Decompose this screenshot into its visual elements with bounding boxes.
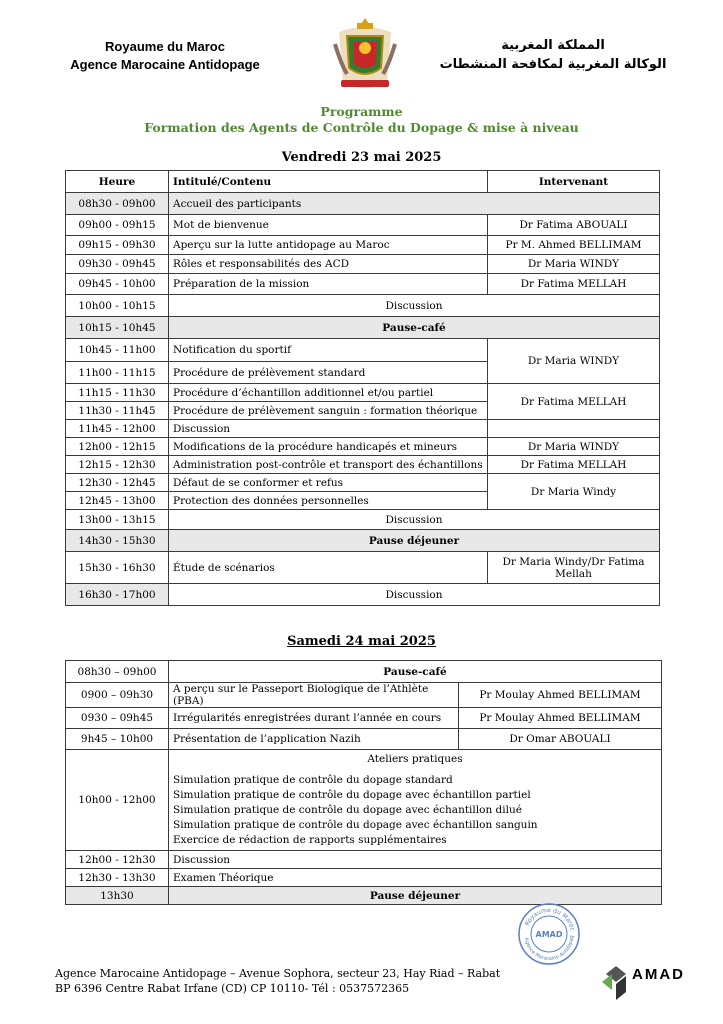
row-time: 08h30 – 09h00: [66, 661, 169, 683]
footer-line2: BP 6396 Centre Rabat Irfane (CD) CP 10110- Tél : 0537572365: [55, 982, 410, 995]
row-time: 09h00 - 09h15: [66, 215, 169, 236]
header-left: [55, 38, 275, 74]
header-content: Intitulé/Contenu: [169, 171, 488, 193]
row-time: 11h15 - 11h30: [66, 384, 169, 402]
row-content: Discussion: [169, 295, 660, 317]
royal-emblem-icon: [331, 14, 399, 94]
table-row: [66, 869, 662, 887]
row-time: 12h45 - 13h00: [66, 492, 169, 510]
row-speaker: Dr Maria WINDY: [488, 255, 660, 274]
table-row: [66, 236, 660, 255]
row-speaker: Dr Maria Windy: [488, 474, 660, 510]
row-time: 11h30 - 11h45: [66, 402, 169, 420]
table-row: [66, 474, 660, 492]
programme-label: Programme: [320, 104, 403, 119]
day1-schedule-table: [65, 170, 660, 606]
table-row: [66, 708, 662, 729]
table-row: [66, 420, 660, 438]
row-content: Pause-café: [169, 317, 660, 339]
day2-schedule-table: [65, 660, 662, 905]
row-time: 12h30 - 12h45: [66, 474, 169, 492]
stamp-center-text: AMAD: [535, 930, 563, 939]
row-content: Pause-café: [169, 661, 662, 683]
row-content: A perçu sur le Passeport Biologique de l’Athlète (PBA): [169, 683, 459, 708]
table-row: [66, 683, 662, 708]
row-speaker: Dr Omar ABOUALI: [459, 729, 662, 750]
row-content: Irrégularités enregistrées durant l’année en cours: [169, 708, 459, 729]
table-row: [66, 438, 660, 456]
table-row: [66, 851, 662, 869]
row-time: 12h30 - 13h30: [66, 869, 169, 887]
row-time: 12h00 - 12h15: [66, 438, 169, 456]
agency-name-fr: Agence Marocaine Antidopage: [70, 57, 260, 72]
row-time: 10h45 - 11h00: [66, 339, 169, 362]
table-row: [66, 255, 660, 274]
row-speaker: Dr Fatima ABOUALI: [488, 215, 660, 236]
row-time: 10h15 - 10h45: [66, 317, 169, 339]
row-speaker: Dr Fatima MELLAH: [488, 456, 660, 474]
day1-title: Vendredi 23 mai 2025: [281, 150, 442, 165]
workshop-item: Simulation pratique de contrôle du dopage avec échantillon sanguin: [173, 819, 538, 831]
stamp-bottom-text: Agence Marocaine Antidopag: [523, 935, 576, 963]
row-time: 09h15 - 09h30: [66, 236, 169, 255]
amad-logo-text: AMAD: [632, 966, 685, 983]
row-content: Discussion: [169, 584, 660, 606]
table-row: [66, 384, 660, 402]
table-row: [66, 456, 660, 474]
workshop-item: Simulation pratique de contrôle du dopage standard: [173, 774, 453, 786]
row-speaker: Dr Maria Windy/Dr Fatima Mellah: [488, 552, 660, 584]
table-row: [66, 661, 662, 683]
row-time: 09h45 - 10h00: [66, 274, 169, 295]
programme-subtitle: Formation des Agents de Contrôle du Dopage & mise à niveau: [144, 120, 579, 135]
header-speaker: Intervenant: [488, 171, 660, 193]
row-time: 9h45 – 10h00: [66, 729, 169, 750]
row-content: Procédure de prélèvement sanguin : formation théorique: [169, 402, 488, 420]
row-speaker: Pr M. Ahmed BELLIMAM: [488, 236, 660, 255]
row-time: 10h00 - 10h15: [66, 295, 169, 317]
row-content: Protection des données personnelles: [169, 492, 488, 510]
table-row: [66, 193, 660, 215]
header-right: [433, 36, 673, 74]
row-speaker: Dr Maria WINDY: [488, 438, 660, 456]
row-content: Examen Théorique: [169, 869, 662, 887]
table-row: [66, 729, 662, 750]
row-content: Administration post-contrôle et transport des échantillons: [169, 456, 488, 474]
row-time: 13h00 - 13h15: [66, 510, 169, 530]
agency-stamp-icon: [517, 902, 581, 966]
row-content: Mot de bienvenue: [169, 215, 488, 236]
workshop-item: Exercice de rédaction de rapports supplémentaires: [173, 834, 447, 846]
table-row: [66, 530, 660, 552]
row-time: 15h30 - 16h30: [66, 552, 169, 584]
table-row: [66, 552, 660, 584]
row-content: Aperçu sur la lutte antidopage au Maroc: [169, 236, 488, 255]
kingdom-name-ar: المملكة المغربية: [501, 38, 605, 53]
table-row: [66, 750, 662, 851]
agency-name-ar: الوكالة المغربية لمكافحة المنشطات: [439, 57, 667, 72]
stamp-top-text: Royaume du Maroc: [523, 906, 576, 932]
workshop-item: Simulation pratique de contrôle du dopage avec échantillon partiel: [173, 789, 531, 801]
workshop-title: Ateliers pratiques: [367, 753, 463, 765]
row-content: Rôles et responsabilités des ACD: [169, 255, 488, 274]
row-content: Défaut de se conformer et refus: [169, 474, 488, 492]
row-content: Préparation de la mission: [169, 274, 488, 295]
row-speaker: Dr Maria WINDY: [488, 339, 660, 384]
row-content: Pause déjeuner: [169, 887, 662, 905]
programme-title: [0, 104, 723, 136]
row-content: Discussion: [169, 420, 488, 438]
row-content: Procédure d’échantillon additionnel et/ou partiel: [169, 384, 488, 402]
row-time: 0930 – 09h45: [66, 708, 169, 729]
row-speaker: Dr Fatima MELLAH: [488, 274, 660, 295]
row-time: 14h30 - 15h30: [66, 530, 169, 552]
row-speaker: [488, 420, 660, 438]
row-time: 08h30 - 09h00: [66, 193, 169, 215]
row-content: Discussion: [169, 851, 662, 869]
row-time: 10h00 - 12h00: [66, 750, 169, 851]
row-content: Discussion: [169, 510, 660, 530]
table-row: [66, 584, 660, 606]
day2-title: Samedi 24 mai 2025: [287, 634, 436, 649]
row-content: Étude de scénarios: [169, 552, 488, 584]
table-row: [66, 215, 660, 236]
row-speaker: Dr Fatima MELLAH: [488, 384, 660, 420]
row-content: Procédure de prélèvement standard: [169, 362, 488, 384]
row-content: Accueil des participants: [169, 193, 660, 215]
row-time: 11h45 - 12h00: [66, 420, 169, 438]
header-time: Heure: [66, 171, 169, 193]
row-time: 12h15 - 12h30: [66, 456, 169, 474]
footer-address: [55, 966, 500, 996]
row-content: Pause déjeuner: [169, 530, 660, 552]
kingdom-name-fr: Royaume du Maroc: [105, 39, 225, 54]
row-time: 09h30 - 09h45: [66, 255, 169, 274]
row-speaker: Pr Moulay Ahmed BELLIMAM: [459, 683, 662, 708]
table-row: [66, 510, 660, 530]
row-speaker: Pr Moulay Ahmed BELLIMAM: [459, 708, 662, 729]
row-time: 11h00 - 11h15: [66, 362, 169, 384]
workshop-item: Simulation pratique de contrôle du dopage avec échantillon dilué: [173, 804, 522, 816]
footer-line1: Agence Marocaine Antidopage – Avenue Sophora, secteur 23, Hay Riad – Rabat: [55, 967, 501, 980]
row-time: 0900 – 09h30: [66, 683, 169, 708]
row-time: 13h30: [66, 887, 169, 905]
row-content: Modifications de la procédure handicapés et mineurs: [169, 438, 488, 456]
table-row: [66, 274, 660, 295]
row-time: 12h00 - 12h30: [66, 851, 169, 869]
table-row: [66, 339, 660, 362]
workshop-cell: [169, 750, 662, 851]
row-content: Notification du sportif: [169, 339, 488, 362]
table-row: [66, 295, 660, 317]
table-header-row: [66, 171, 660, 193]
row-content: Présentation de l’application Nazih: [169, 729, 459, 750]
row-time: 16h30 - 17h00: [66, 584, 169, 606]
table-row: [66, 317, 660, 339]
